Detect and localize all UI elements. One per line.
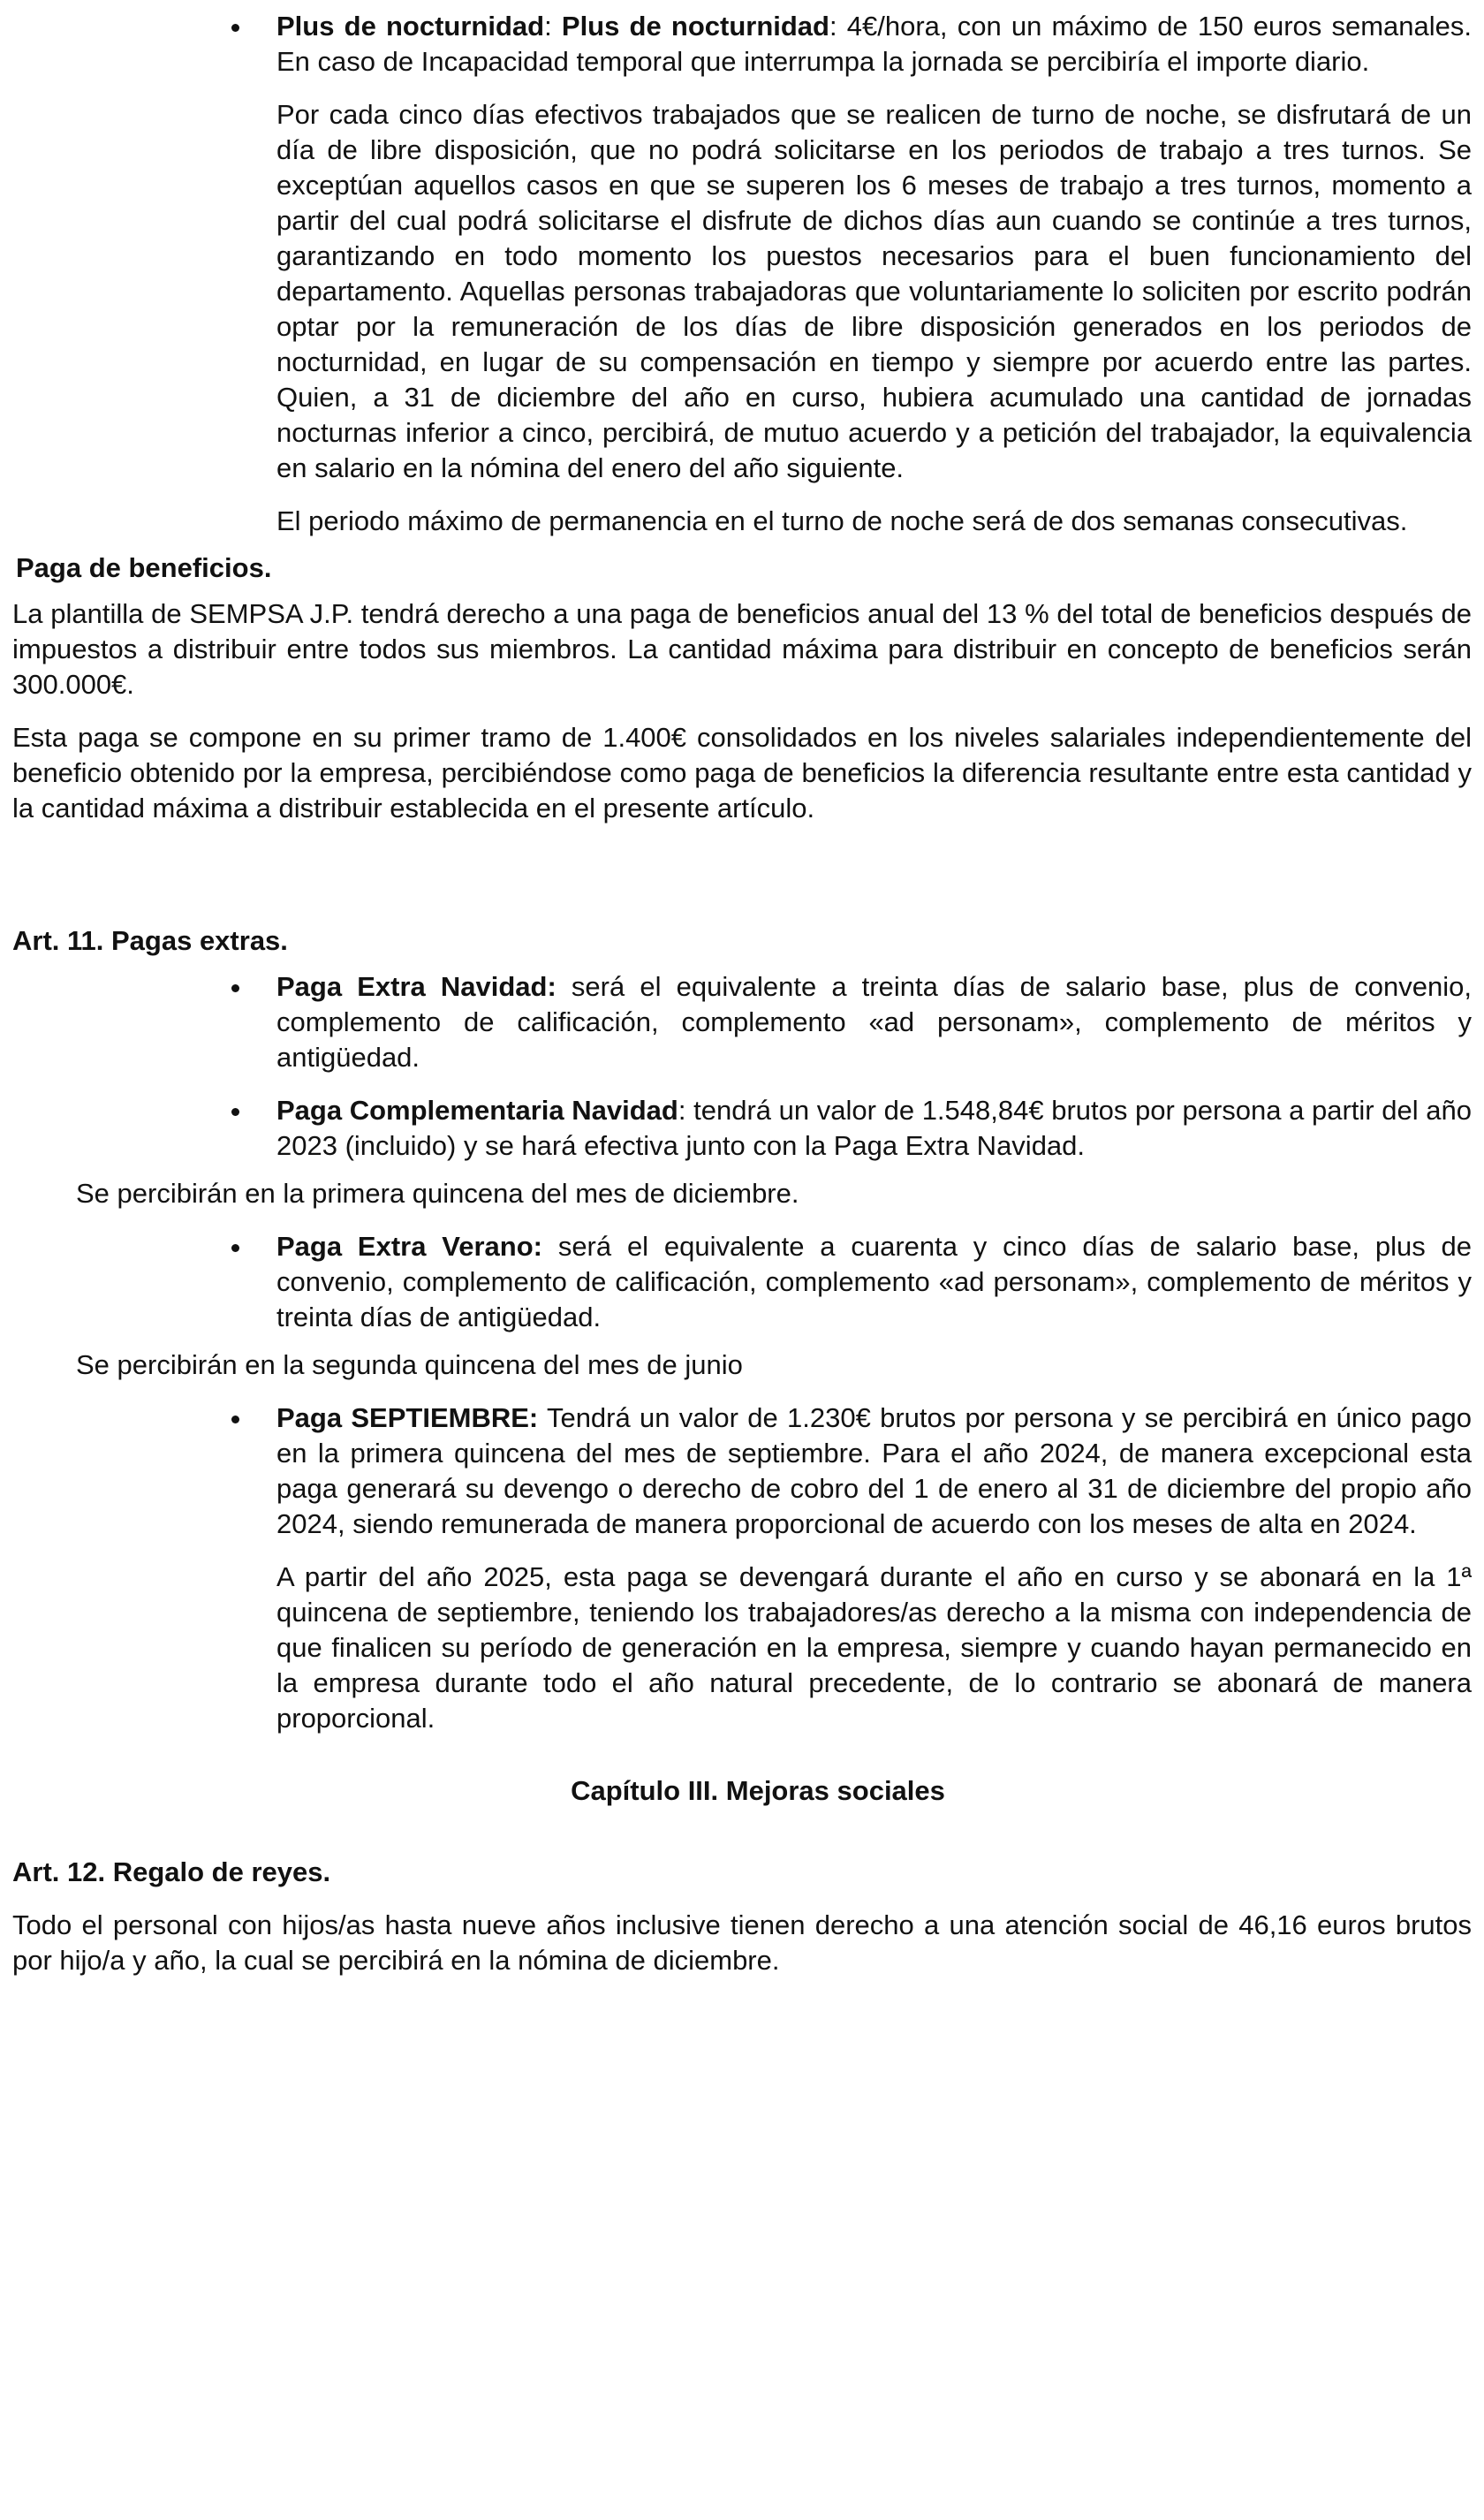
- nocturnidad-label-2: Plus de nocturnidad: [561, 11, 829, 42]
- junio-note: Se percibirán en la segunda quincena del mes de junio: [76, 1349, 743, 1380]
- diciembre-note: Se percibirán en la primera quincena del mes de diciembre.: [76, 1178, 799, 1209]
- nocturnidad-para-2: El periodo máximo de permanencia en el turno de noche será de dos semanas consecutivas.: [276, 505, 1408, 536]
- document-page: [12, 5, 1472, 1978]
- bullet-icon: [231, 1244, 239, 1252]
- bullet-icon: [231, 1416, 239, 1423]
- nocturnidad-para-1: Por cada cinco días efectivos trabajados que se realicen de turno de noche, se disfrutará de un día de libre disposición, que no podrá solicitarse en los periodos de trabajo a tres turnos. Se exceptúan aquellos casos en que se superen los 6 meses de trabajo a tres turnos, momento a partir del cual podrá solicitarse el disfrute de dichos días aun cuando se continúe a tres turnos, garantizando en todo momento los puestos necesarios para el buen funcionamiento del departamento. Aquellas personas trabajadoras que voluntariamente lo soliciten por escrito podrán optar por la remuneración de los días de libre disposición generados en los periodos de nocturnidad, en lugar de su compensación en tiempo y siempre por acuerdo entre las partes. Quien, a 31 de diciembre del año en curso, hubiera acumulado una cantidad de jornadas nocturnas inferior a cinco, percibirá, de mutuo acuerdo y a petición del trabajador, la equivalencia en salario en la nómina del enero del año siguiente.: [276, 99, 1472, 483]
- bullet-paga-complementaria: [12, 1093, 1472, 1164]
- nocturnidad-label-1: Plus de nocturnidad: [276, 11, 545, 42]
- septiembre-para-2: A partir del año 2025, esta paga se devengará durante el año en curso y se abonará en la 1ª quincena de septiembre, teniendo los trabajadores/as derecho a la misma con independencia de que finalicen su período de generación en la empresa, siempre y cuando hayan permanecido en la empresa durante todo el año natural precedente, de lo contrario se abonará de manera proporcional.: [276, 1561, 1472, 1734]
- bullet-paga-extra-navidad: [12, 969, 1472, 1075]
- septiembre-paragraph: [276, 1400, 1472, 1542]
- art12-heading: Art. 12. Regalo de reyes.: [12, 1856, 331, 1887]
- beneficios-para-1: La plantilla de SEMPSA J.P. tendrá derecho a una paga de beneficios anual del 13 % del total de beneficios después de impuestos a distribuir entre todos sus miembros. La cantidad máxima para distribuir en concepto de beneficios serán 300.000€.: [12, 598, 1472, 700]
- navidad-text: será el equivalente a treinta días de salario base, plus de convenio, complemento de calificación, complemento «ad personam», complemento de méritos y antigüedad.: [276, 971, 1472, 1073]
- verano-paragraph: [276, 1229, 1472, 1335]
- bullet-nocturnidad: [12, 9, 1472, 80]
- bullet-paga-extra-verano: [12, 1229, 1472, 1335]
- complementaria-paragraph: [276, 1093, 1472, 1164]
- bullet-icon: [231, 24, 239, 32]
- verano-label: Paga Extra Verano:: [276, 1231, 542, 1262]
- beneficios-heading: Paga de beneficios.: [16, 552, 272, 583]
- verano-text: será el equivalente a cuarenta y cinco días de salario base, plus de convenio, complemento de calificación, complemento «ad personam», complemento de méritos y treinta días de antigüedad.: [276, 1231, 1472, 1332]
- septiembre-label: Paga SEPTIEMBRE:: [276, 1402, 539, 1433]
- nocturnidad-text: : 4€/hora, con un máximo de 150 euros semanales. En caso de Incapacidad temporal que interrumpa la jornada se percibiría el importe diario.: [276, 11, 1472, 77]
- beneficios-para-2: Esta paga se compone en su primer tramo de 1.400€ consolidados en los niveles salariales independientemente del beneficio obtenido por la empresa, percibiéndose como paga de beneficios la diferencia resultante entre esta cantidad y la cantidad máxima a distribuir establecida en el presente artículo.: [12, 722, 1472, 824]
- capitulo-heading: Capítulo III. Mejoras sociales: [571, 1775, 945, 1806]
- complementaria-text: : tendrá un valor de 1.548,84€ brutos por persona a partir del año 2023 (incluido) y se hará efectiva junto con la Paga Extra Navidad.: [276, 1095, 1472, 1161]
- art11-heading: Art. 11. Pagas extras.: [12, 925, 288, 956]
- complementaria-label: Paga Complementaria Navidad: [276, 1095, 678, 1126]
- bullet-paga-septiembre: [12, 1400, 1472, 1542]
- navidad-paragraph: [276, 969, 1472, 1075]
- bullet-icon: [231, 984, 239, 992]
- bullet-icon: [231, 1108, 239, 1116]
- septiembre-text: Tendrá un valor de 1.230€ brutos por persona y se percibirá en único pago en la primera quincena del mes de septiembre. Para el año 2024, de manera excepcional esta paga generará su devengo o derecho de cobro del 1 de enero al 31 de diciembre del propio año 2024, siendo remunerada de manera proporcional de acuerdo con los meses de alta en 2024.: [276, 1402, 1472, 1539]
- navidad-label: Paga Extra Navidad:: [276, 971, 556, 1002]
- art12-para: Todo el personal con hijos/as hasta nueve años inclusive tienen derecho a una atención social de 46,16 euros brutos por hijo/a y año, la cual se percibirá en la nómina de diciembre.: [12, 1909, 1472, 1976]
- nocturnidad-paragraph: Plus de nocturnidad: Plus de nocturnidad: 4€/hora, con un máximo de 150 euros semanales. En caso de Incapacidad temporal que interrumpa la jornada se percibiría el importe diario.: [276, 11, 1472, 77]
